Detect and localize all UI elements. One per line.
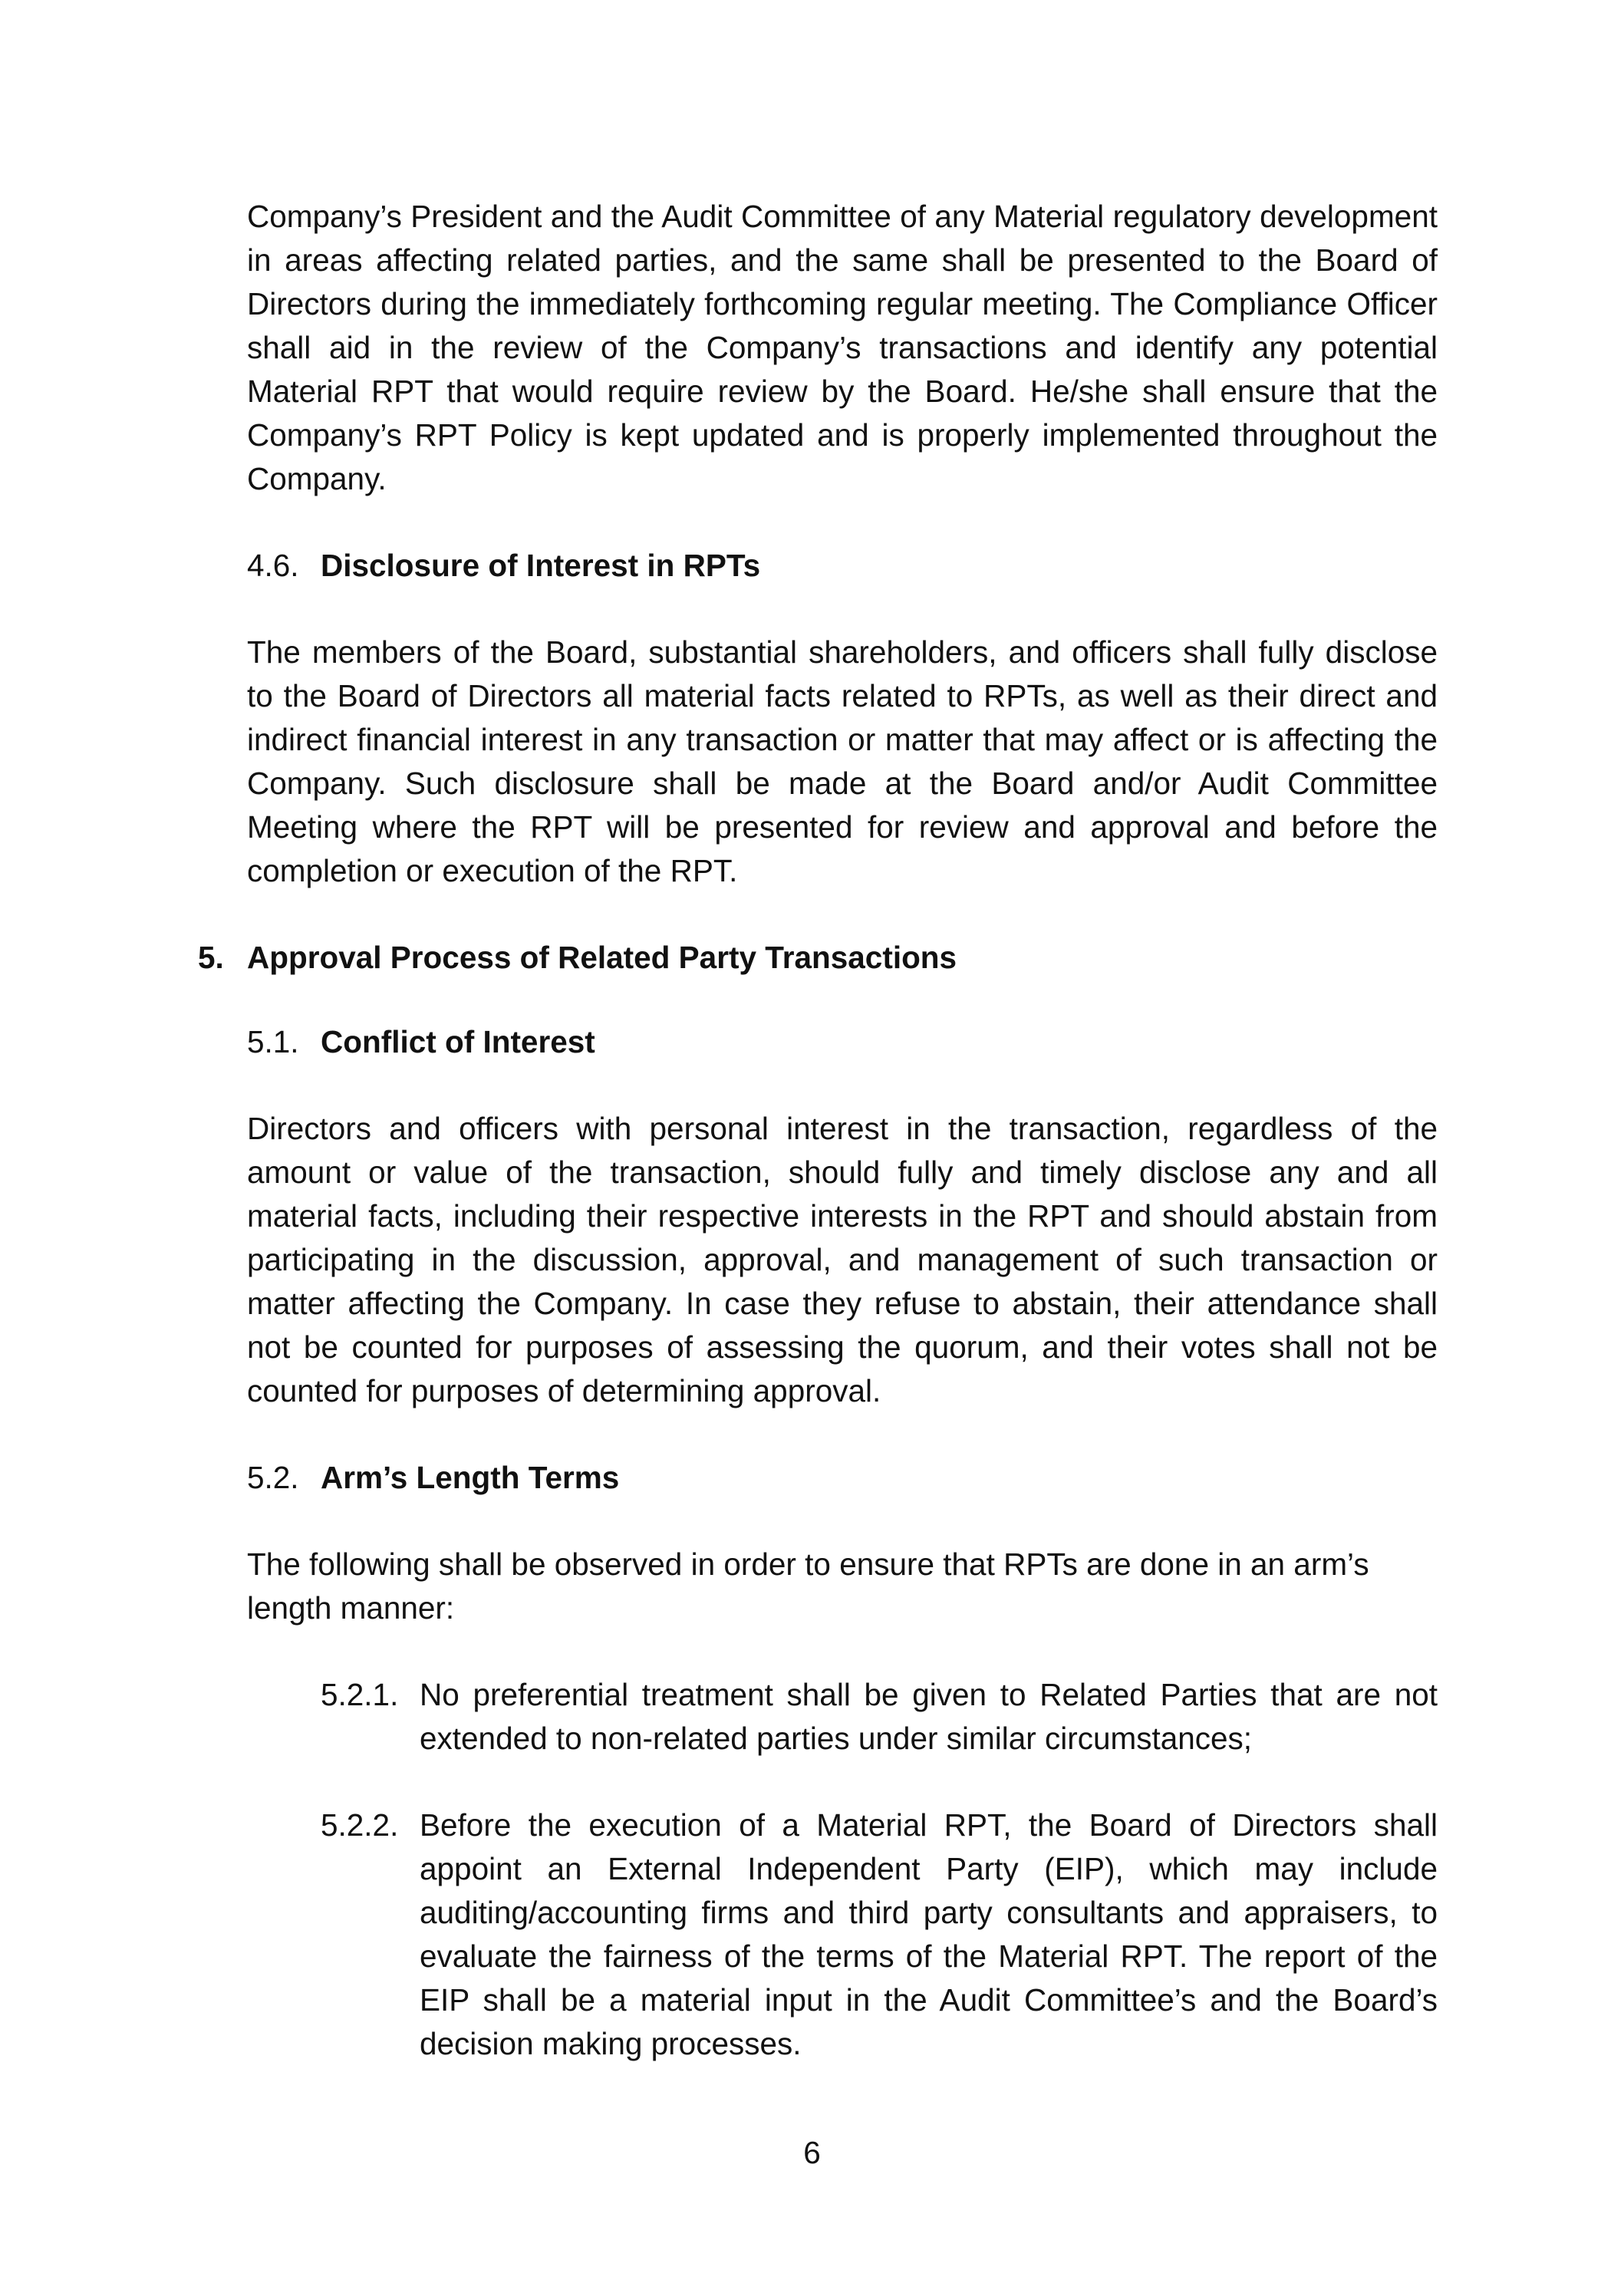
subitem-5-2-2: [321, 1804, 1438, 2066]
section-5-heading: [198, 936, 957, 980]
subitem-number: 5.2.2.: [321, 1807, 399, 1843]
section-5-2-heading: [247, 1456, 619, 1500]
section-title: Approval Process of Related Party Transactions: [247, 940, 957, 975]
section-title: Disclosure of Interest in RPTs: [321, 548, 761, 583]
page-number: 6: [803, 2135, 821, 2170]
section-title: Conflict of Interest: [321, 1024, 595, 1059]
subitem-number: 5.2.1.: [321, 1677, 399, 1712]
subitem-5-2-1: [321, 1673, 1438, 1761]
section-number: 4.6.: [247, 548, 299, 583]
subitem-text: Before the execution of a Material RPT, the Board of Directors shall appoint an External Independent Party (EIP), which may include auditing/accounting firms and third party consultants and appraisers, to evaluate the fairness of the terms of the Material RPT. The report of the EIP shall be a material input in the Audit Committee’s and the Board’s decision making processes.: [420, 1807, 1438, 2061]
section-title: Arm’s Length Terms: [321, 1460, 620, 1495]
section-number: 5.: [198, 940, 224, 975]
section-4-6-heading: [247, 544, 760, 588]
section-number: 5.2.: [247, 1460, 299, 1495]
section-number: 5.1.: [247, 1024, 299, 1059]
subitem-text: No preferential treatment shall be given to Related Parties that are not extended to non-related parties under similar circumstances;: [420, 1677, 1438, 1756]
section-5-1-heading: [247, 1020, 595, 1064]
intro-paragraph: Company’s President and the Audit Committee of any Material regulatory development in areas affecting related parties, and the same shall be presented to the Board of Directors during the immediately forthcoming regular meeting. The Compliance Officer shall aid in the review of the Company’s transactions and identify any potential Material RPT that would require review by the Board. He/she shall ensure that the Company’s RPT Policy is kept updated and is properly implemented throughout the Company.: [247, 199, 1438, 496]
arms-length-paragraph: The following shall be observed in order to ensure that RPTs are done in an arm’s length manner:: [247, 1547, 1369, 1626]
disclosure-paragraph: The members of the Board, substantial shareholders, and officers shall fully disclose to the Board of Directors all material facts related to RPTs, as well as their direct and indirect financial interest in any transaction or matter that may affect or is affecting the Company. Such disclosure shall be made at the Board and/or Audit Committee Meeting where the RPT will be presented for review and approval and before the completion or execution of the RPT.: [247, 634, 1438, 888]
conflict-paragraph: Directors and officers with personal interest in the transaction, regardless of the amount or value of the transaction, should fully and timely disclose any and all material facts, including their respective interests in the RPT and should abstain from participating in the discussion, approval, and management of such transaction or matter affecting the Company. In case they refuse to abstain, their attendance shall not be counted for purposes of assessing the quorum, and their votes shall not be counted for purposes of determining approval.: [247, 1111, 1438, 1408]
